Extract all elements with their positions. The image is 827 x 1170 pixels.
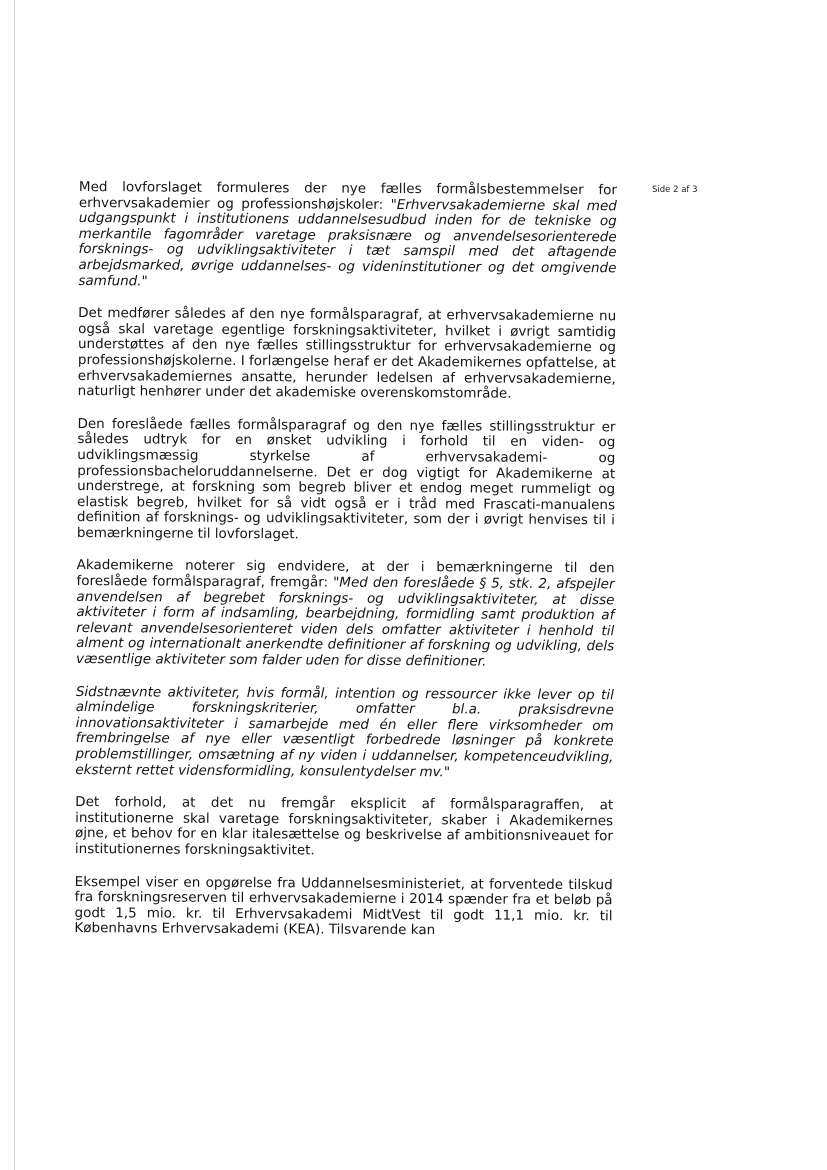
page-number: Side 2 af 3 xyxy=(652,185,698,195)
quoted-law-text: "Erhvervsakademierne skal med udgangspunkt i institutionens uddannelsesudbud inden for de tekniske og merkantile fagområder varetage praksisnære og anvendelsesorienterede forsknings- og udviklingsaktiviteter i tæt samspil med det aftagende arbejdsmarked, øvrige uddannelses- og videninstitutioner og det omgivende samfund." xyxy=(78,196,617,289)
letter-body xyxy=(74,180,617,957)
paragraph-remarks-quote xyxy=(76,558,615,670)
paragraph-purpose-clause xyxy=(78,180,617,292)
quoted-remarks-text: "Med den foreslåede § 5, stk. 2, afspejler anvendelsen af begrebet forsknings- og udviklingsaktiviteter, at disse aktiviteter i form af indsamling, bearbejdning, formidling samt produktion af relevant anvendelsesorienteret viden dels omfatter aktiviteter i henhold til alment og internationalt anerkendte definitioner af forskning og udvikling, dels væsentlige aktiviteter som falder uden for disse definitioner. xyxy=(76,574,615,670)
paragraph-lead-text: Med lovforslaget formuleres der nye fælles formålsbestemmelser for erhvervsakademier og professionshøjskoler: xyxy=(78,179,617,213)
paragraph-latter-activities-quote: Sidstnævnte aktiviteter, hvis formål, intention og ressourcer ikke lever op til almindelige forskningskriterier, omfatter bl.a. praksisdrevne innovationsaktiviteter i samarbejde med én eller flere virksomheder om frembringelse af nye eller væsentligt forbedrede løsninger på konkrete problemstillinger, omsætning af ny viden i uddannelser, kompetenceudvikling, eksternt rettet vidensformidling, konsulentydelser mv." xyxy=(75,683,614,780)
scan-edge-line xyxy=(14,0,15,1170)
paragraph-ambition-level: Det forhold, at det nu fremgår eksplicit af formålsparagraffen, at institutionerne skal varetage forskningsaktiviteter, skaber i Akademikernes øjne, et behov for en klar italesættelse og beskrivelse af ambitionsniveauet for institutionernes forskningsaktivitet. xyxy=(74,794,614,859)
paragraph-job-structure: Den foreslåede fælles formålsparagraf og den nye fælles stillingsstruktur er således udtryk for en ønsket udvikling i forhold til en viden- og udviklingsmæssig styrkelse af erhvervsakademi- og professionsbacheloruddannelserne. Det er dog vigtigt for Akademikerne at understrege, at forskning som begreb bliver et endog meget rummeligt og elastisk begreb, hvilket for så vidt også er i tråd med Frascati-manualens definition af forsknings- og udviklingsaktiviteter, som der i øvrigt henvises til i bemærkningerne til lovforslaget. xyxy=(76,415,616,543)
paragraph-research-activities: Det medfører således af den nye formålsparagraf, at erhvervsakademierne nu også skal varetage egentlige forskningsaktiviteter, hvilket i øvrigt samtidig understøttes af den nye fælles stillingsstruktur for erhvervsakademierne og professionshøjskolerne. I forlængelse heraf er det Akademikernes opfattelse, at erhvervsakademiernes ansatte, herunder ledelsen af erhvervsakademierne, naturligt henhører under det akademiske overenskomstområde. xyxy=(77,305,617,402)
paragraph-lead-text: Akademikerne noterer sig endvidere, at der i bemærkningerne til den foreslåede formålsparagraf, fremgår: xyxy=(76,557,615,591)
paragraph-research-reserve-example: Eksempel viser en opgørelse fra Uddannelsesministeriet, at forventede tilskud fra forskningsreserven til erhvervsakademierne i 2014 spænder fra et beløb på godt 1,5 mio. kr. til Erhvervsakademi MidtVest til godt 11,1 mio. kr. til Københavns Erhvervsakademi (KEA). Tilsvarende kan xyxy=(74,873,613,939)
